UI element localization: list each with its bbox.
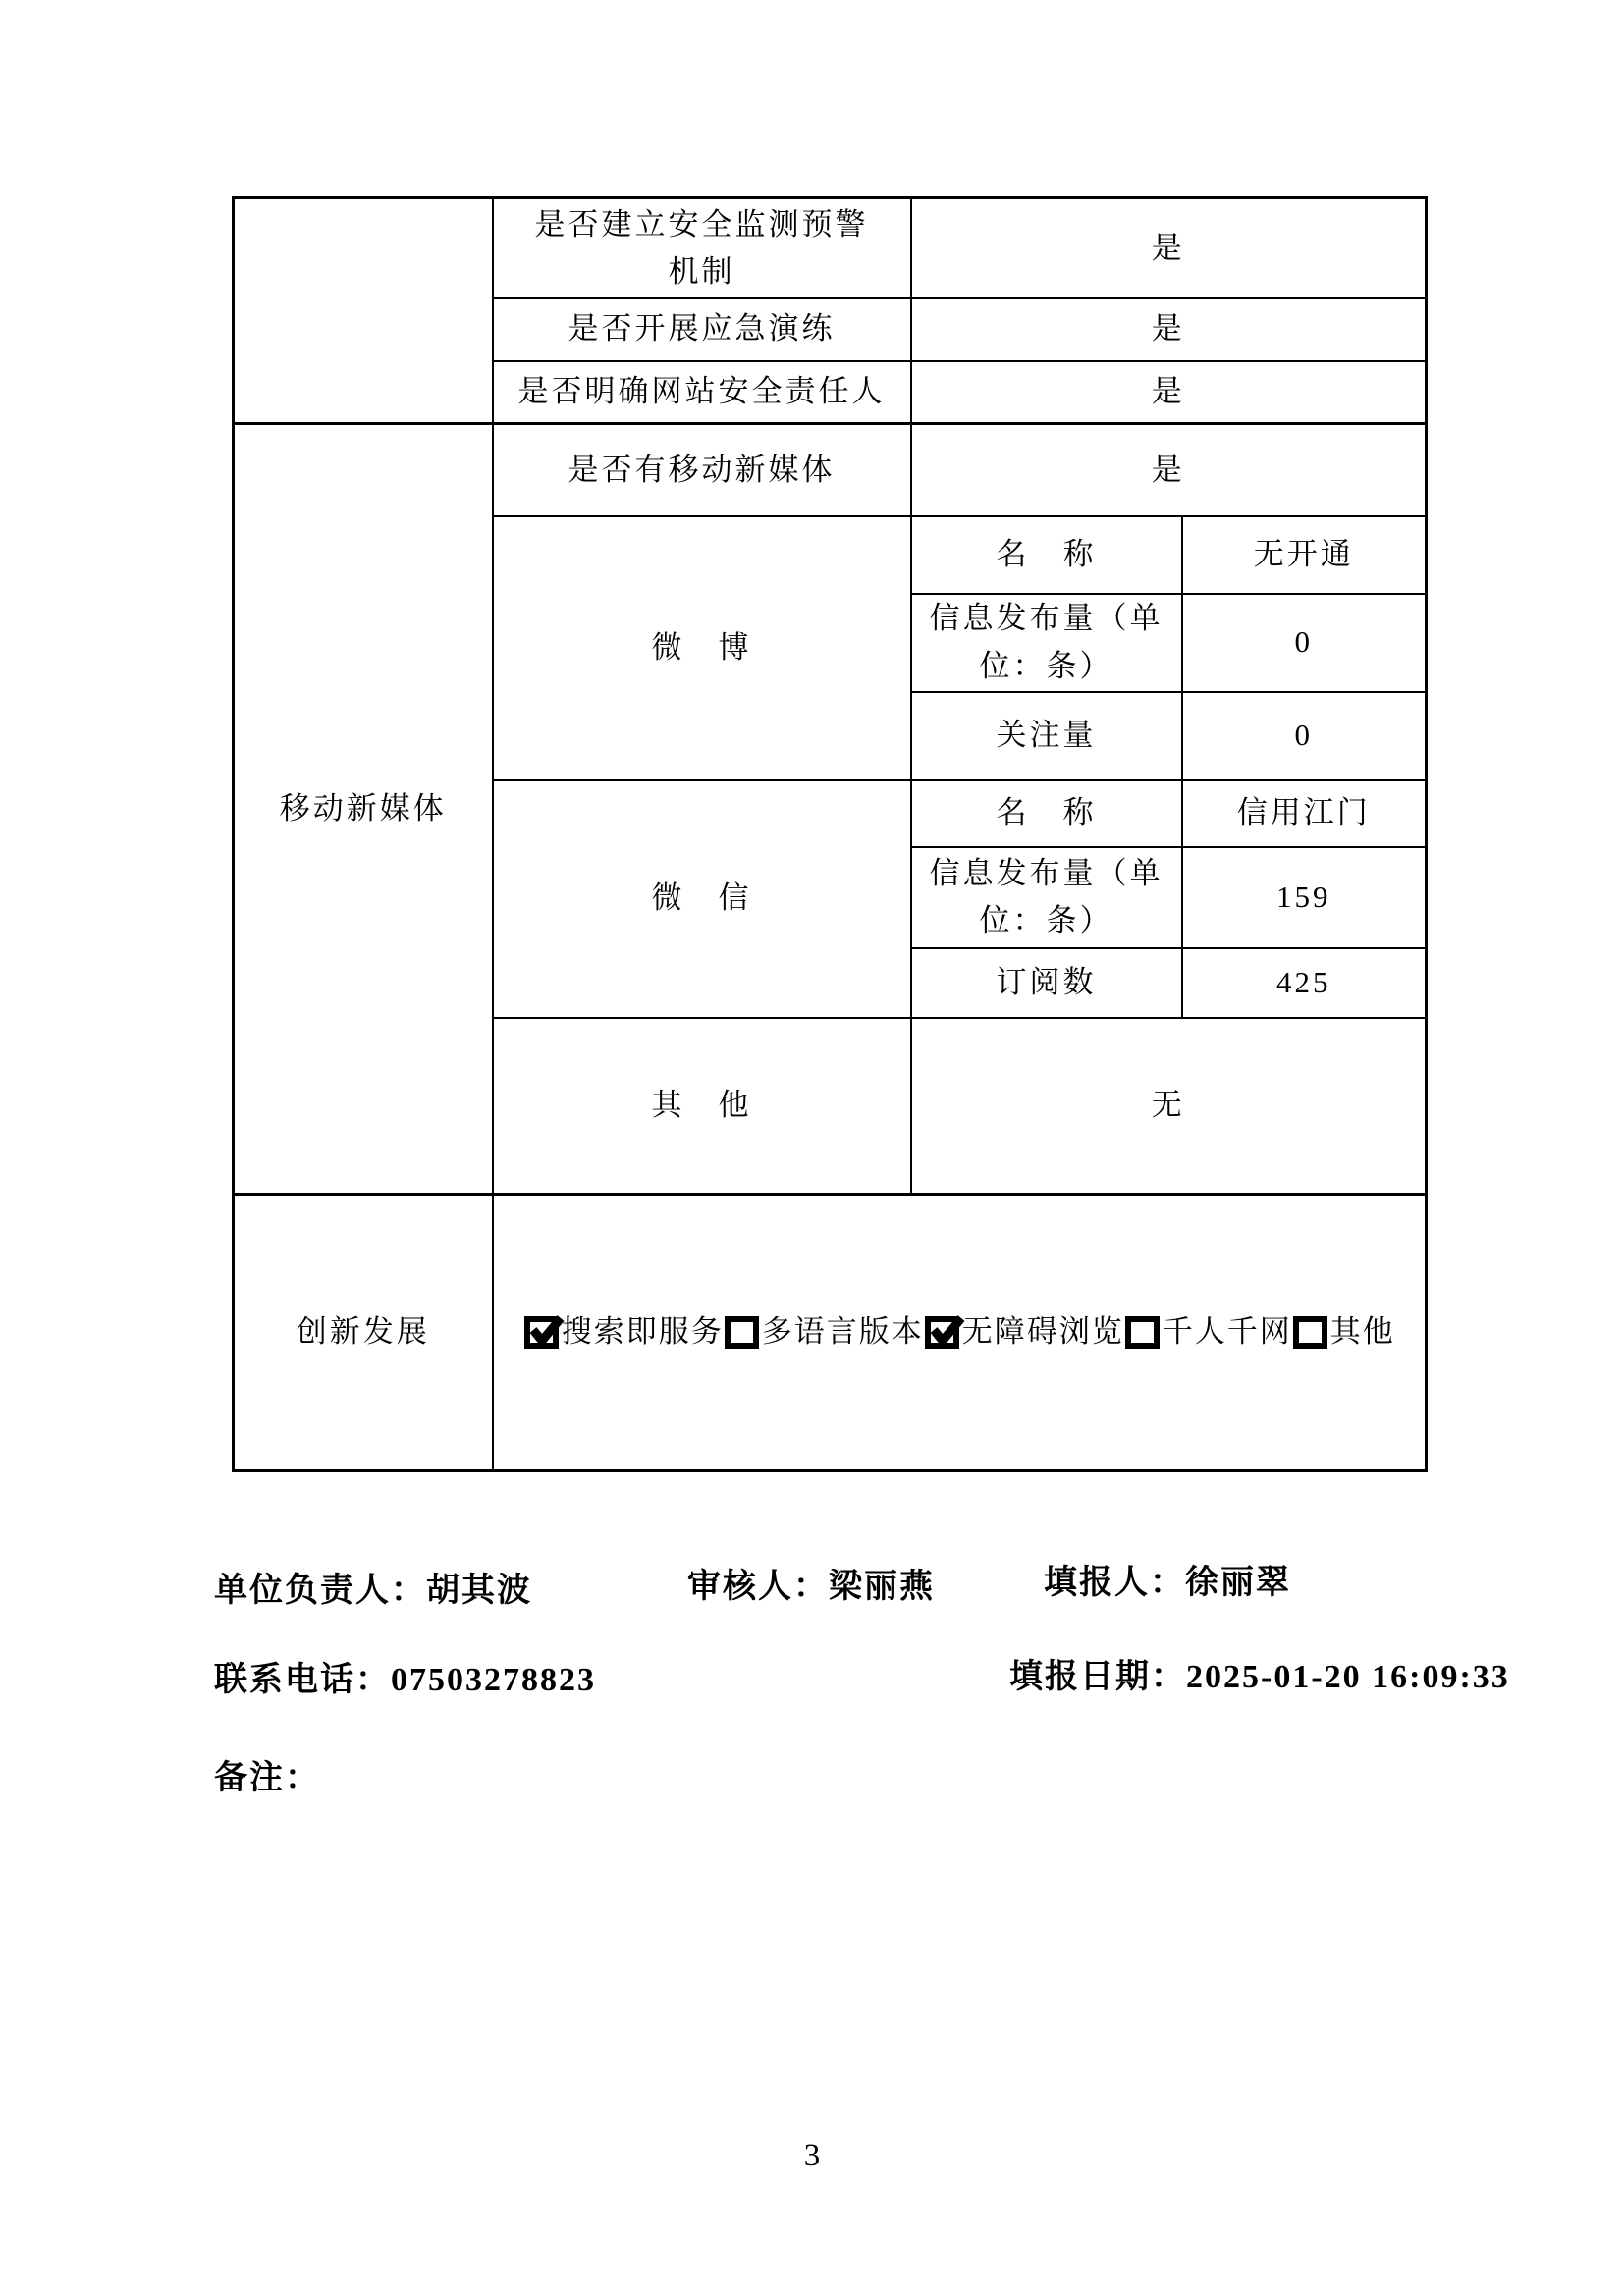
security-officer-label: 是否明确网站安全责任人 xyxy=(493,361,911,424)
has-new-media-value: 是 xyxy=(911,424,1427,516)
option-multilang xyxy=(724,1308,924,1356)
option-label: 多语言版本 xyxy=(761,1314,924,1350)
checkbox-checked-icon[interactable] xyxy=(524,1316,559,1349)
weibo-label: 微 博 xyxy=(493,516,911,780)
checkbox-unchecked-icon[interactable] xyxy=(1293,1316,1327,1349)
option-label: 其他 xyxy=(1329,1314,1395,1350)
wechat-label: 微 信 xyxy=(493,780,911,1018)
innovation-options-cell xyxy=(493,1195,1427,1471)
innovation-group-label: 创新发展 xyxy=(234,1195,493,1471)
wechat-posts-label: 信息发布量（单位：条） xyxy=(911,847,1182,948)
security-monitor-label-text: 是否建立安全监测预警机制 xyxy=(534,206,869,289)
has-new-media-label: 是否有移动新媒体 xyxy=(493,424,911,516)
option-personalized xyxy=(1124,1308,1292,1356)
annual-report-table xyxy=(232,196,1428,1472)
other-media-label: 其 他 xyxy=(493,1018,911,1195)
weibo-followers-label: 关注量 xyxy=(911,692,1182,780)
option-search-service xyxy=(523,1308,724,1356)
option-label: 搜索即服务 xyxy=(561,1314,724,1350)
weibo-followers-value: 0 xyxy=(1182,692,1427,780)
checkbox-unchecked-icon[interactable] xyxy=(1125,1316,1160,1349)
form-filler: 填报人：徐丽翠 xyxy=(1044,1565,1291,1601)
weibo-name-label: 名 称 xyxy=(911,516,1182,594)
remark-label: 备注： xyxy=(214,1760,320,1796)
emergency-drill-value: 是 xyxy=(911,298,1427,361)
weibo-name-value: 无开通 xyxy=(1182,516,1427,594)
checkbox-checked-icon[interactable] xyxy=(925,1316,959,1349)
checkbox-unchecked-icon[interactable] xyxy=(725,1316,759,1349)
contact-phone: 联系电话：07503278823 xyxy=(214,1662,596,1698)
option-label: 千人千网 xyxy=(1162,1314,1292,1350)
weibo-posts-value: 0 xyxy=(1182,594,1427,692)
security-officer-value: 是 xyxy=(911,361,1427,424)
table-row xyxy=(234,1195,1427,1471)
option-accessibility xyxy=(924,1308,1124,1356)
mobile-media-group-label: 移动新媒体 xyxy=(234,424,493,1195)
security-monitor-label xyxy=(493,198,911,298)
wechat-subscribers-label: 订阅数 xyxy=(911,948,1182,1018)
wechat-subscribers-value: 425 xyxy=(1182,948,1427,1018)
security-monitor-value: 是 xyxy=(911,198,1427,298)
group-cell-empty xyxy=(234,198,493,424)
wechat-posts-value: 159 xyxy=(1182,847,1427,948)
wechat-name-value: 信用江门 xyxy=(1182,780,1427,847)
option-other xyxy=(1292,1308,1395,1356)
option-label: 无障碍浏览 xyxy=(961,1314,1124,1350)
weibo-posts-label: 信息发布量（单位：条） xyxy=(911,594,1182,692)
other-media-value: 无 xyxy=(911,1018,1427,1195)
unit-responsible-person: 单位负责人：胡其波 xyxy=(214,1573,532,1609)
table-row xyxy=(234,424,1427,516)
wechat-name-label: 名 称 xyxy=(911,780,1182,847)
emergency-drill-label: 是否开展应急演练 xyxy=(493,298,911,361)
innovation-options-line xyxy=(494,1308,1426,1356)
fill-date: 填报日期：2025-01-20 16:09:33 xyxy=(1009,1659,1510,1695)
page-number: 3 xyxy=(803,2138,821,2173)
reviewer: 审核人：梁丽燕 xyxy=(687,1569,935,1605)
table-row xyxy=(234,198,1427,298)
